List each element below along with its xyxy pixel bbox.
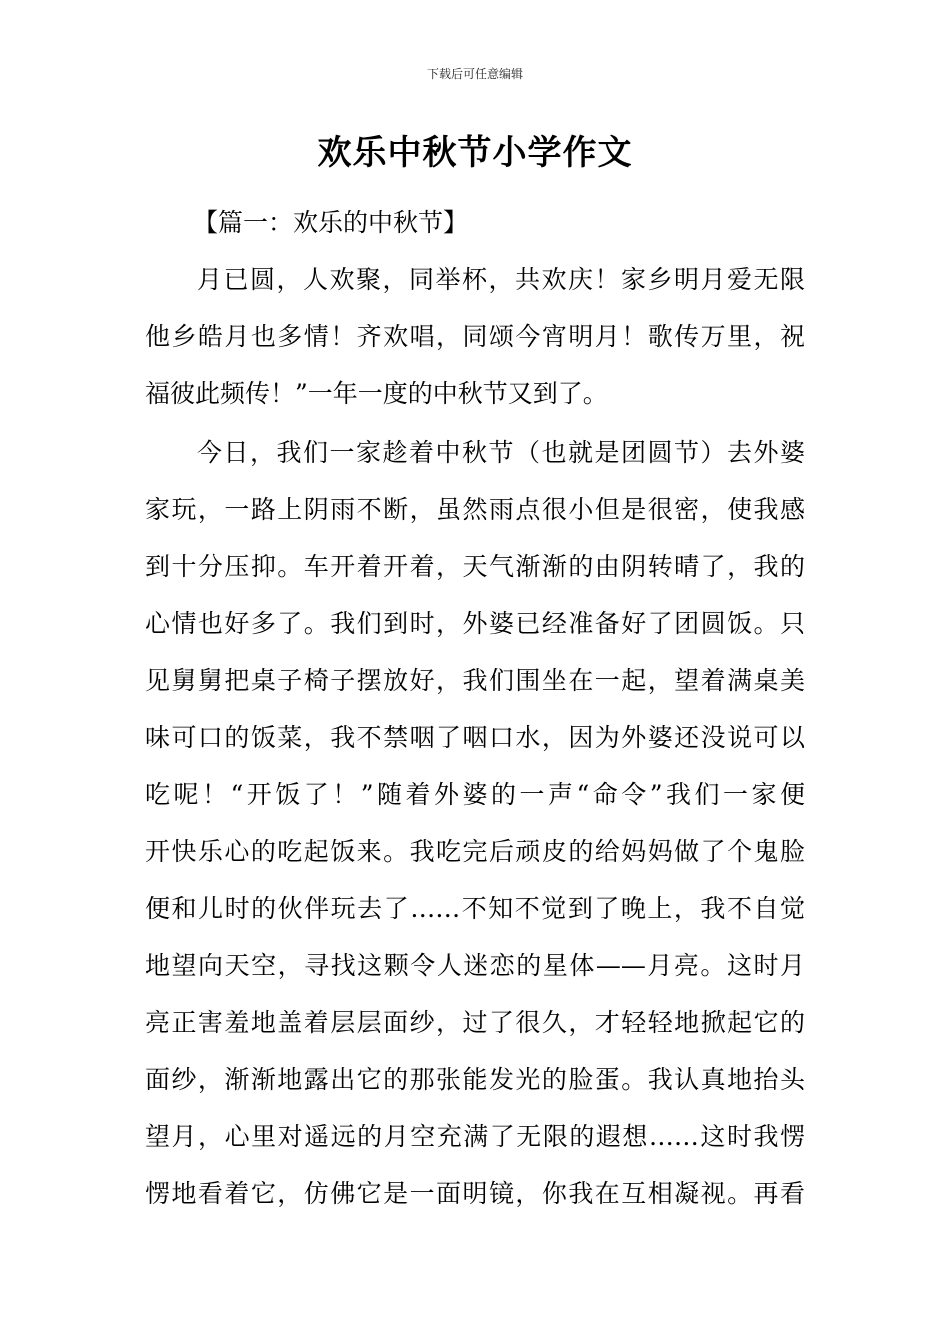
section-heading: 【篇一：欢乐的中秋节】 xyxy=(193,208,469,237)
paragraph-1 xyxy=(145,251,805,422)
paragraph-line: 开快乐心的吃起饭来。我吃完后顽皮的给妈妈做了个鬼脸 xyxy=(145,837,805,866)
paragraph-line: 味可口的饭菜，我不禁咽了咽口水，因为外婆还没说可以 xyxy=(145,723,805,752)
paragraph-line: 家玩，一路上阴雨不断，虽然雨点很小但是很密，使我感 xyxy=(145,495,805,524)
paragraph-line: 面纱，渐渐地露出它的那张能发光的脸蛋。我认真地抬头 xyxy=(145,1065,805,1094)
paragraph-line: 他乡皓月也多情！齐欢唱，同颂今宵明月！歌传万里，祝 xyxy=(145,322,805,351)
paragraph-line: 亮正害羞地盖着层层面纱，过了很久，才轻轻地掀起它的 xyxy=(145,1008,805,1037)
paragraph-2 xyxy=(145,424,805,1222)
document-title: 欢乐中秋节小学作文 xyxy=(317,133,633,173)
paragraph-line: 月已圆，人欢聚，同举杯，共欢庆！家乡明月爱无限 xyxy=(197,265,805,294)
paragraph-line: 望月，心里对遥远的月空充满了无限的遐想……这时我愣 xyxy=(145,1122,805,1151)
paragraph-line: 见舅舅把桌子椅子摆放好，我们围坐在一起，望着满桌美 xyxy=(145,666,805,695)
paragraph-line: 便和儿时的伙伴玩去了……不知不觉到了晚上，我不自觉 xyxy=(145,894,805,923)
paragraph-line: 地望向天空，寻找这颗令人迷恋的星体——月亮。这时月 xyxy=(145,951,805,980)
paragraph-line: 愣地看着它，仿佛它是一面明镜，你我在互相凝视。再看 xyxy=(145,1179,805,1208)
paragraph-line: 吃呢！“开饭了！”随着外婆的一声“命令”我们一家便 xyxy=(145,780,805,809)
header-note: 下载后可任意编辑 xyxy=(426,67,523,81)
paragraph-line: 到十分压抑。车开着开着，天气渐渐的由阴转晴了，我的 xyxy=(145,552,805,581)
paragraph-line: 今日，我们一家趁着中秋节（也就是团圆节）去外婆 xyxy=(197,438,805,467)
paragraph-line: 福彼此频传！”一年一度的中秋节又到了。 xyxy=(145,379,608,408)
paragraph-line: 心情也好多了。我们到时，外婆已经准备好了团圆饭。只 xyxy=(145,609,805,638)
